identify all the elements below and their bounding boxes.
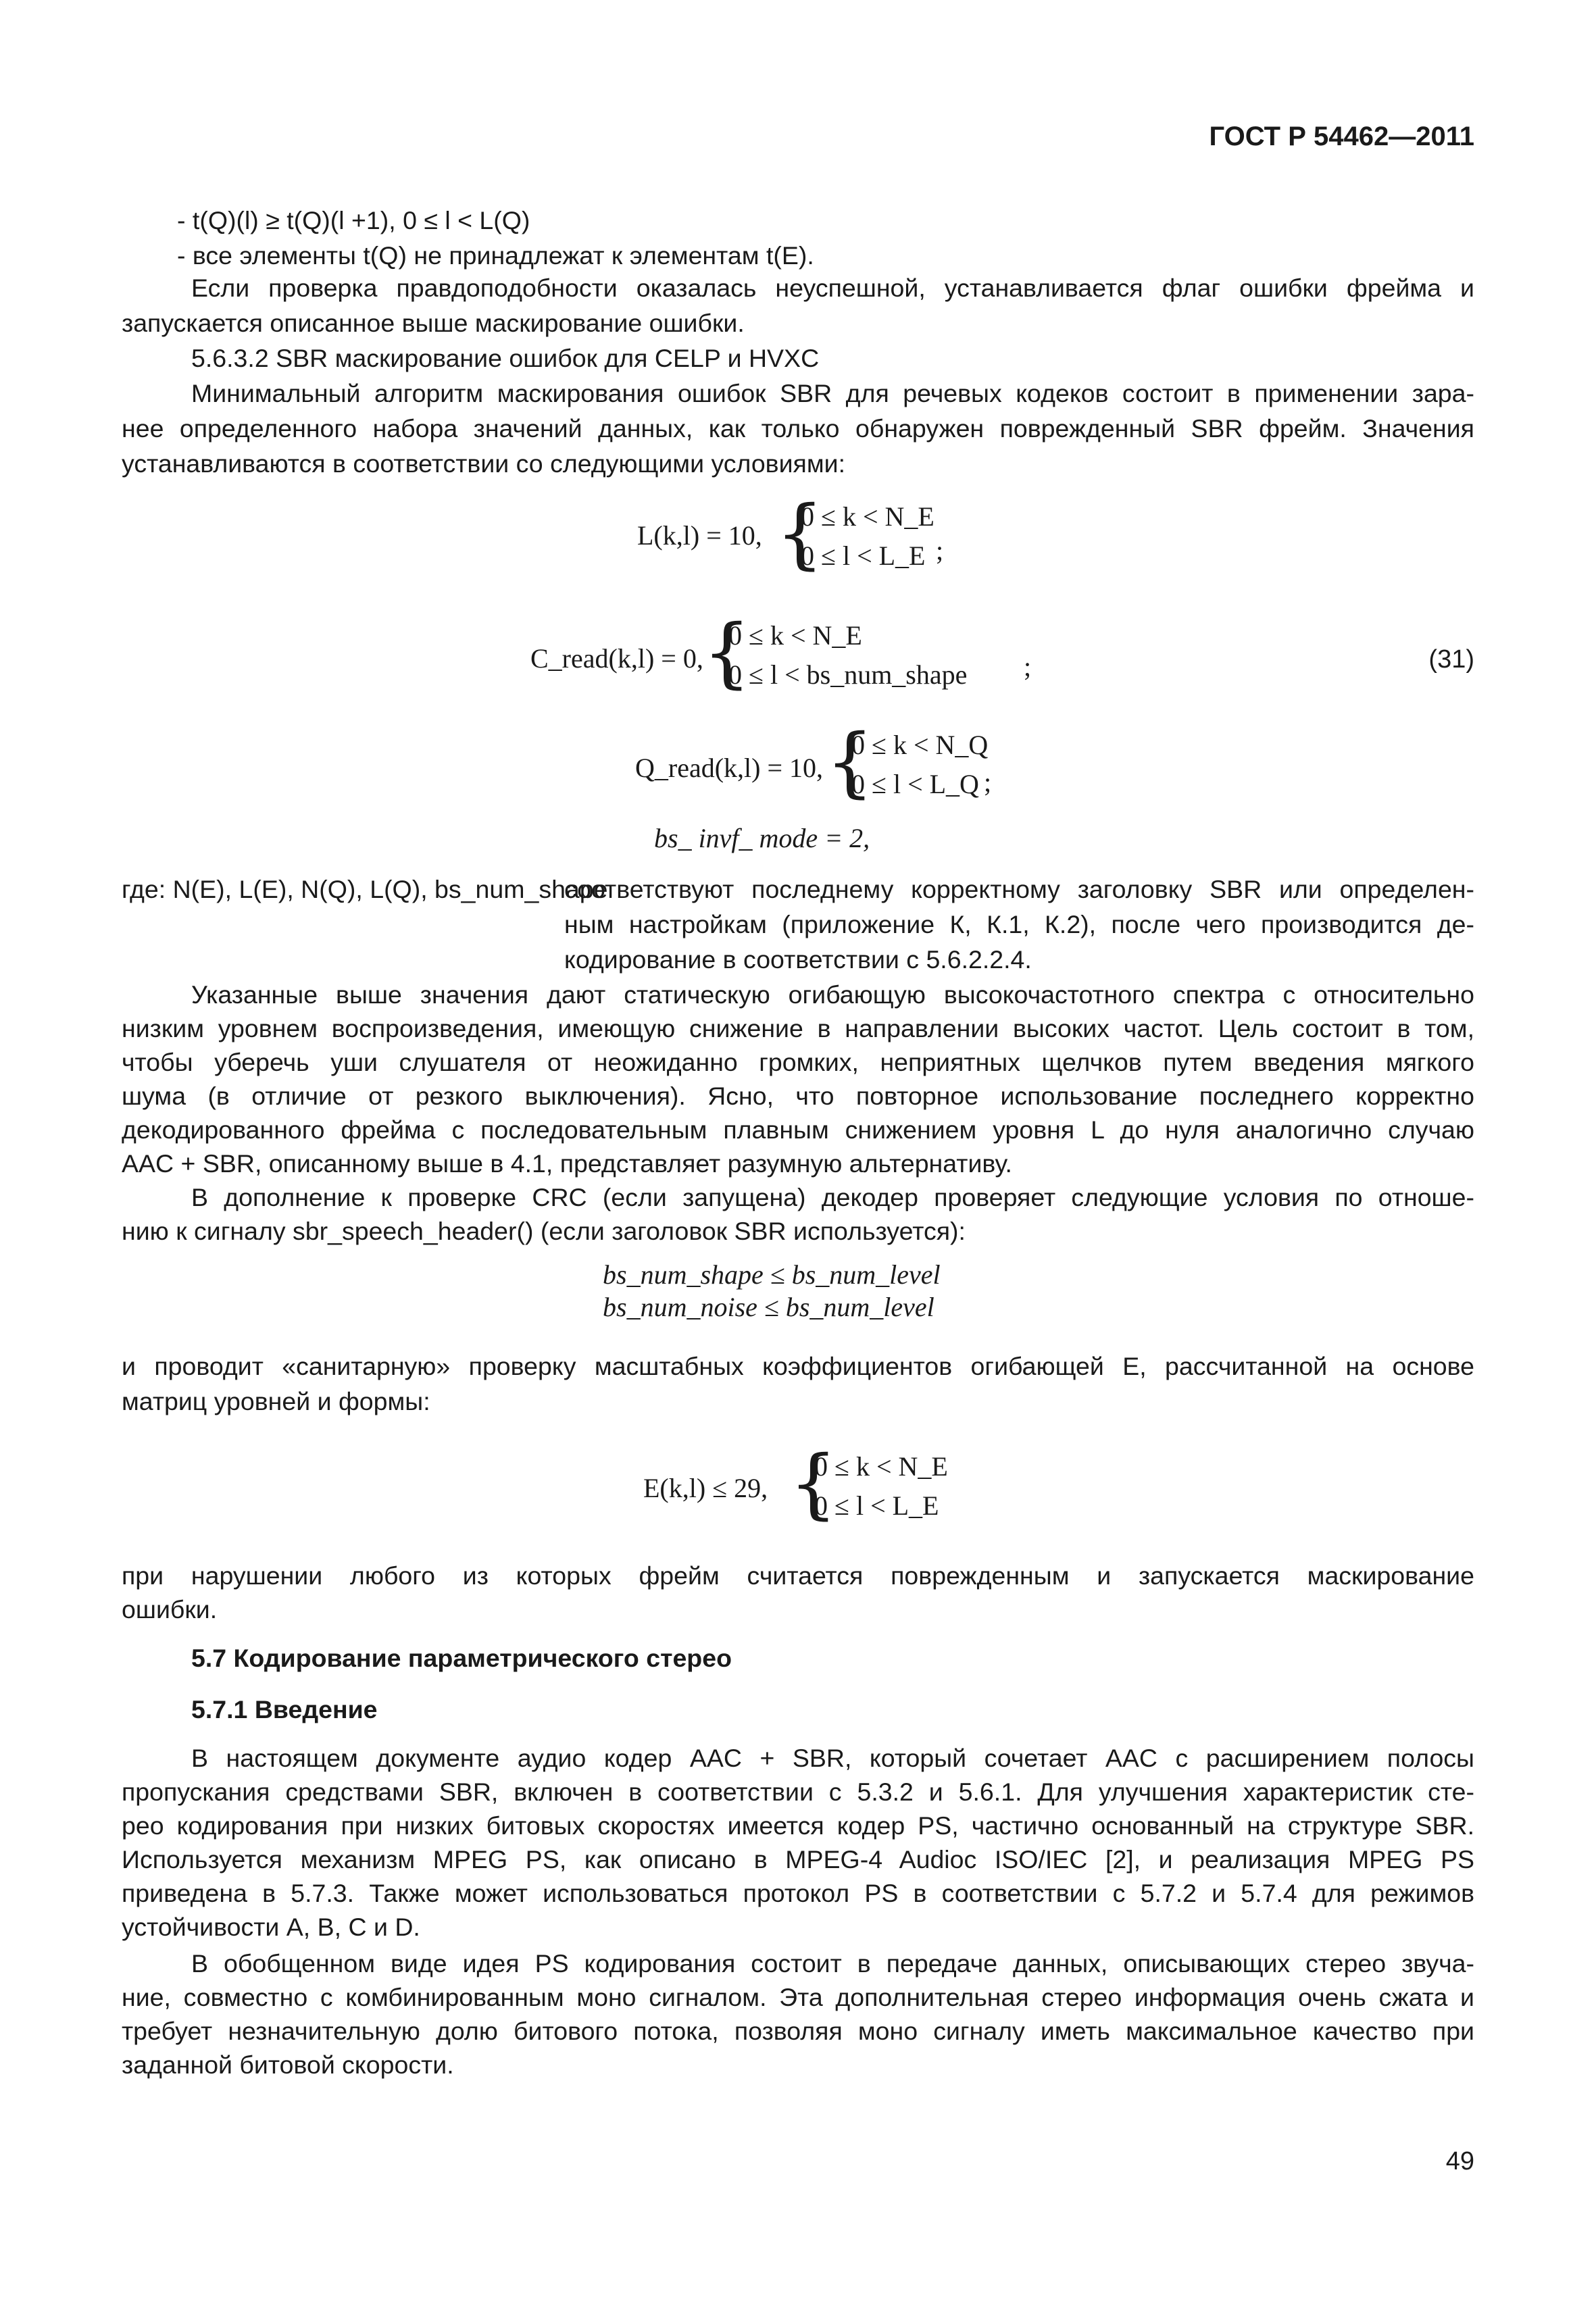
paragraph-line: В настоящем документе аудио кодер AAC + SBR, который сочетает AAC с расширением полосы — [191, 1744, 1474, 1772]
formula-L-expr: L(k,l) = 10, — [637, 520, 762, 551]
paragraph-line: В дополнение к проверке CRC (если запущена) декодер проверяет следующие условия по отноше- — [191, 1183, 1474, 1211]
page-number: 49 — [1445, 2147, 1474, 2175]
formula-bs-invf-mode: bs_ invf_ mode = 2, — [654, 823, 870, 853]
formula-L-conditions — [801, 497, 934, 576]
where-description: соответствуют последнему корректному заголовку SBR или определен- — [564, 875, 1474, 903]
bullet-2: - все элементы t(Q) не принадлежат к элементам t(E). — [177, 241, 814, 270]
brace-icon: { — [703, 609, 751, 697]
paragraph-line: В обобщенном виде идея PS кодирования состоит в передаче данных, описывающих стерео звуча- — [191, 1949, 1474, 1978]
subsection-heading: 5.7.1 Введение — [191, 1695, 378, 1724]
where-description: ным настройкам (приложение К, К.1, К.2), после чего производится де- — [564, 910, 1474, 938]
paragraph-line: нию к сигналу sbr_speech_header() (если заголовок SBR используется): — [122, 1217, 966, 1245]
formula-semicolon: ; — [1024, 651, 1032, 682]
paragraph-line: и проводит «санитарную» проверку масштабных коэффициентов огибающей E, рассчитанной на основе — [122, 1352, 1474, 1380]
section-heading: 5.7 Кодирование параметрического стерео — [191, 1644, 732, 1672]
equation-number: (31) — [1428, 645, 1474, 674]
brace-icon: { — [826, 718, 874, 806]
paragraph-line: при нарушении любого из которых фрейм считается поврежденным и запускается маскирование — [122, 1561, 1474, 1590]
paragraph-line: устойчивости A, B, C и D. — [122, 1913, 420, 1941]
formula-E-cond-1: 0 ≤ k < N_E — [814, 1451, 948, 1482]
paragraph-line: устанавливаются в соответствии со следующими условиями: — [122, 449, 846, 478]
formula-semicolon: ; — [936, 535, 944, 565]
formula-Q-conditions — [851, 726, 988, 804]
formula-E-conditions — [814, 1447, 948, 1526]
formula-E-expr: E(k,l) ≤ 29, — [643, 1473, 768, 1503]
subsection-title: 5.6.3.2 SBR маскирование ошибок для CELP и HVXC — [191, 344, 820, 372]
paragraph-line: чтобы уберечь уши слушателя от неожиданно громких, неприятных щелчков путем введения мягкого — [122, 1048, 1474, 1076]
where-description: кодирование в соответствии с 5.6.2.2.4. — [564, 945, 1032, 974]
paragraph-line: рео кодирования при низких битовых скоростях имеется кодер PS, частично основанный на структуре SBR. — [122, 1811, 1474, 1840]
paragraph-line: ошибки. — [122, 1595, 218, 1624]
paragraph-line: шума (в отличие от резкого выключения). Ясно, что повторное использование последнего корректно — [122, 1082, 1474, 1110]
paragraph-line: Если проверка правдоподобности оказалась неуспешной, устанавливается флаг ошибки фрейма и — [191, 274, 1474, 302]
formula-L-cond-1: 0 ≤ k < N_E — [801, 501, 934, 532]
paragraph-line: нее определенного набора значений данных, как только обнаружен поврежденный SBR фрейм. Значения — [122, 414, 1474, 443]
formula-Q-expr: Q_read(k,l) = 10, — [635, 753, 824, 783]
formula-E-cond-2: 0 ≤ l < L_E — [814, 1490, 939, 1521]
paragraph-line: приведена в 5.7.3. Также может использоваться протокол PS в соответствии с 5.7.2 и 5.7.4 для режимов — [122, 1879, 1474, 1907]
formula-L-cond-2: 0 ≤ l < L_E — [801, 540, 926, 571]
formula-C-conditions — [728, 616, 967, 695]
paragraph-line: ние, совместно с комбинированным моно сигналом. Эта дополнительная стерео информация очень сжата и — [122, 1983, 1474, 2011]
formula-Q-cond-2: 0 ≤ l < L_Q — [851, 769, 979, 799]
brace-icon: { — [776, 490, 824, 578]
where-symbols: где: N(E), L(E), N(Q), L(Q), bs_num_shape — [122, 875, 608, 903]
formula-C-cond-1: 0 ≤ k < N_E — [728, 620, 862, 651]
condition-line: bs_num_shape ≤ bs_num_level — [603, 1259, 941, 1290]
document-header: ГОСТ Р 54462—2011 — [1209, 122, 1474, 151]
paragraph-line: матриц уровней и формы: — [122, 1387, 430, 1415]
formula-C-expr: C_read(k,l) = 0, — [530, 643, 703, 674]
paragraph-line: заданной битовой скорости. — [122, 2051, 454, 2079]
paragraph-line: низким уровнем воспроизведения, имеющую снижение в направлении высоких частот. Цель состоит в том, — [122, 1014, 1474, 1042]
condition-line: bs_num_noise ≤ bs_num_level — [603, 1292, 934, 1322]
paragraph-line: Указанные выше значения дают статическую огибающую высокочастотного спектра с относительно — [191, 980, 1474, 1009]
paragraph-line: запускается описанное выше маскирование ошибки. — [122, 309, 745, 337]
brace-icon: { — [789, 1440, 838, 1528]
paragraph-line: AAC + SBR, описанному выше в 4.1, представляет разумную альтернативу. — [122, 1149, 1012, 1178]
paragraph-line: требует незначительную долю битового потока, позволяя моно сигналу иметь максимальное качество при — [122, 2017, 1474, 2045]
formula-Q-cond-1: 0 ≤ k < N_Q — [851, 730, 989, 760]
paragraph-line: Минимальный алгоритм маскирования ошибок SBR для речевых кодеков состоит в применении зара- — [191, 379, 1474, 407]
paragraph-line: пропускания средствами SBR, включен в соответствии с 5.3.2 и 5.6.1. Для улучшения характеристик сте- — [122, 1778, 1474, 1806]
formula-semicolon: ; — [984, 767, 992, 797]
paragraph-line: Используется механизм MPEG PS, как описано в MPEG-4 Audioc ISO/IEC [2], и реализация MPEG PS — [122, 1845, 1474, 1873]
paragraph-line: декодированного фрейма с последовательным плавным снижением уровня L до нуля аналогично случаю — [122, 1115, 1474, 1144]
bullet-1: - t(Q)(l) ≥ t(Q)(l +1), 0 ≤ l < L(Q) — [177, 206, 530, 234]
formula-C-cond-2: 0 ≤ l < bs_num_shape — [728, 659, 968, 690]
